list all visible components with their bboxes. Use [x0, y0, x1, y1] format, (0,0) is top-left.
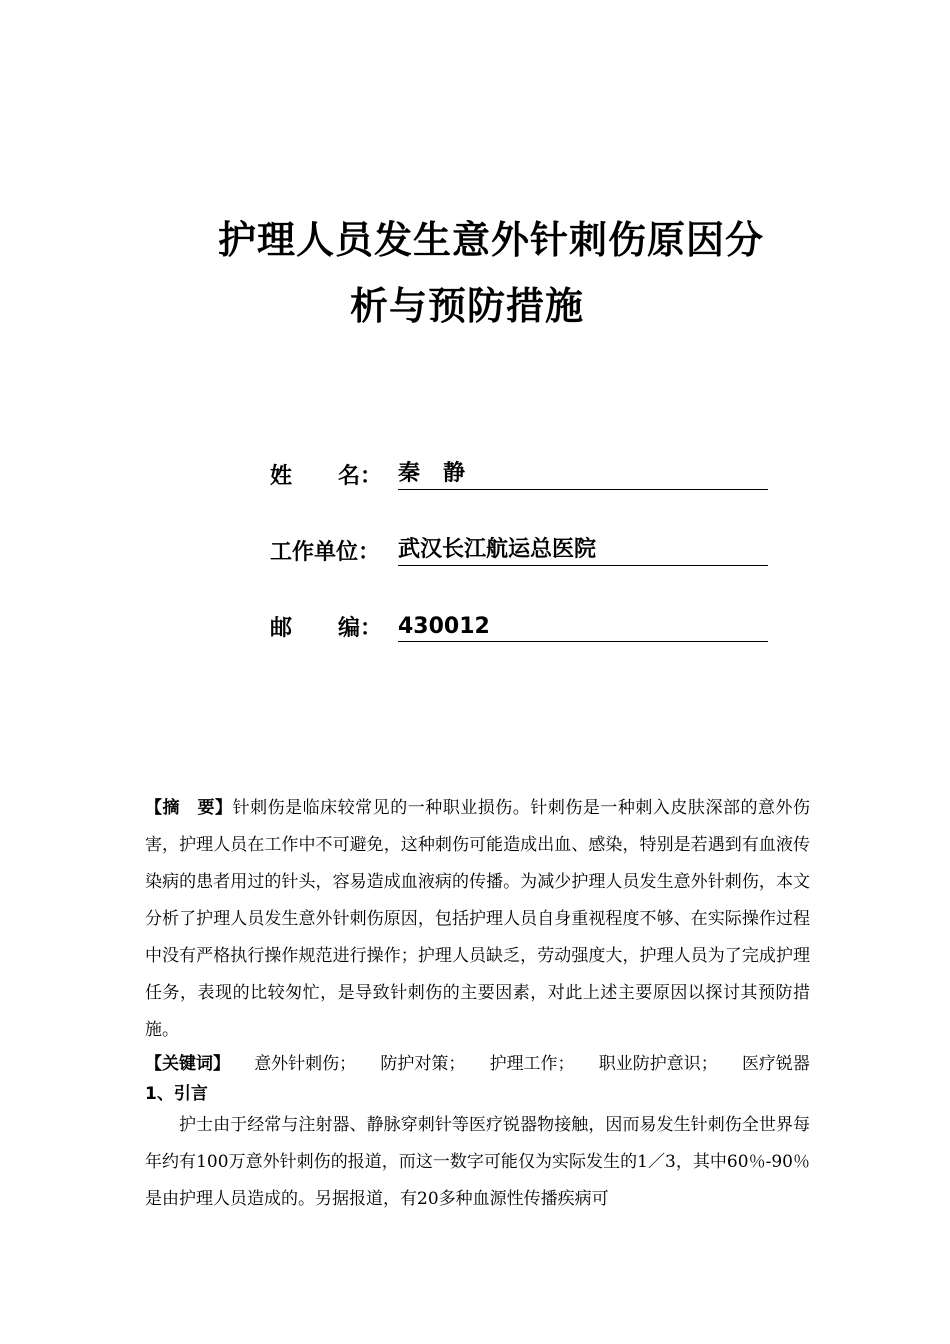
abstract-label: 【摘 要】 [145, 798, 233, 818]
keyword-item: 意外针刺伤； [254, 1054, 357, 1074]
introduction-paragraph: 护士由于经常与注射器、静脉穿刺针等医疗锐器物接触，因而易发生针刺伤全世界每年约有100万意外针刺伤的报道，而这一数字可能仅为实际发生的1／3，其中60％-90％是由护理人员造成的。另据报道，有20多种血源性传播疾病可 [145, 1115, 810, 1209]
keyword-item: 防护对策； [380, 1054, 466, 1074]
keyword-item: 护理工作； [489, 1054, 575, 1074]
keywords-label: 【关键词】 [145, 1054, 230, 1074]
author-name-value: 秦 静 [398, 456, 768, 490]
keywords-line [145, 1049, 810, 1079]
keyword-item: 职业防护意识； [598, 1054, 718, 1074]
section-heading-introduction: 1、引言 [145, 1084, 208, 1104]
abstract-paragraph [145, 790, 810, 1049]
abstract-text: 针刺伤是临床较常见的一种职业损伤。针刺伤是一种刺入皮肤深部的意外伤害，护理人员在工作中不可避免，这种刺伤可能造成出血、感染，特别是若遇到有血液传染病的患者用过的针头，容易造成血液病的传播。为减少护理人员发生意外针刺伤，本文分析了护理人员发生意外针刺伤原因，包括护理人员自身重视程度不够、在实际操作过程中没有严格执行操作规范进行操作；护理人员缺乏，劳动强度大，护理人员为了完成护理任务，表现的比较匆忙，是导致针刺伤的主要因素，对此上述主要原因以探讨其预防措施。 [145, 798, 811, 1040]
postcode-value: 430012 [398, 614, 768, 642]
work-unit-label: 工作单位： [270, 540, 381, 565]
document-title-line-2: 析与预防措施 [350, 284, 585, 328]
author-name-label: 姓 名： [270, 464, 382, 489]
work-unit-row [270, 534, 768, 566]
keyword-item: 医疗锐器 [741, 1054, 810, 1074]
document-title-line-1: 护理人员发生意外针刺伤原因分 [218, 218, 765, 262]
postcode-label: 邮 编： [270, 616, 382, 641]
work-unit-value: 武汉长江航运总医院 [398, 532, 768, 566]
postcode-row [270, 610, 768, 642]
author-name-row [270, 458, 768, 490]
